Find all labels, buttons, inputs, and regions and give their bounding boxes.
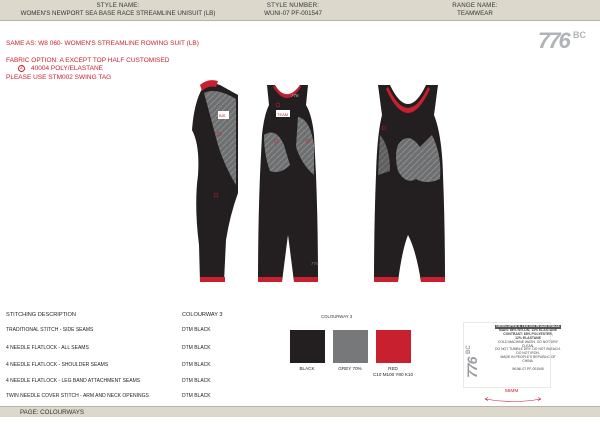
care-line: MADE IN PEOPLE'S REPUBLIC OF CHINA. <box>500 355 556 364</box>
care-line: DO NOT IRON. <box>516 351 540 356</box>
svg-text:776: 776 <box>291 93 299 98</box>
style-name-value: WOMEN'S NEWPORT SEA BASE RACE STREAMLINE UNISUIT (LB) <box>20 10 216 17</box>
fabric-spec: 40004 POLY/ELASTANE <box>31 65 104 73</box>
stitching-row-value: DTM BLACK <box>182 362 211 368</box>
stitching-row-value: DTM BLACK <box>182 327 211 333</box>
stitching-row-value: DTM BLACK <box>182 345 211 351</box>
side-view-garment <box>192 80 238 282</box>
stitching-row-value: DTM BLACK <box>182 393 211 399</box>
care-line: CONTRAST: 88% POLYESTER, <box>503 331 553 336</box>
brand-logo <box>538 27 586 53</box>
swatch-code-red: C10 M100 Y80 K10 <box>372 372 413 377</box>
same-as-note: SAME AS: W8 060- WOMEN'S STREAMLINE ROWING SUIT (LB) <box>6 40 199 47</box>
care-label-text <box>495 325 561 372</box>
colourway-label: COLOURWAY 3 <box>321 314 353 319</box>
svg-text:TEAM: TEAM <box>277 112 289 117</box>
range-name-label: RANGE NAME: <box>452 2 498 9</box>
notes-block <box>6 40 199 83</box>
care-line: MAIN: 86% NYLON, 14% ELASTANE <box>499 327 557 332</box>
swatch-label-red: RED <box>388 366 398 371</box>
swatch-label-black: BLACK <box>299 366 315 371</box>
dimension-label: 55MM <box>505 389 519 394</box>
stitching-row-desc: TRADITIONAL STITCH - SIDE SEAMS <box>6 327 94 333</box>
stitching-row-desc: TWIN NEEDLE COVER STITCH - ARM AND NECK OPENINGS <box>6 393 149 399</box>
fabric-option-note: FABRIC OPTION: A EXCEPT TOP HALF CUSTOMISED <box>6 56 170 64</box>
logo-mark: 776 <box>538 28 569 53</box>
style-number-label: STYLE NUMBER: <box>266 2 320 9</box>
range-name-value: TEAMWEAR <box>457 10 493 17</box>
stitching-row-desc: 4 NEEDLE FLATLOCK - SHOULDER SEAMS <box>6 362 109 368</box>
style-number-cell <box>236 0 350 21</box>
page-label: PAGE: COLOURWAYS <box>20 409 85 416</box>
swatch-black <box>290 330 325 363</box>
logo-bc: BC <box>573 30 586 40</box>
svg-text:776: 776 <box>464 357 480 378</box>
care-line: DEVELOPED & TESTED IN AUSTRALIA <box>496 324 560 328</box>
range-name-cell <box>350 0 600 21</box>
swatch-label-grey: GREY 70% <box>338 366 362 371</box>
care-line: 12% ELASTANE <box>515 335 541 340</box>
fabric-spec-line <box>6 65 199 74</box>
front-view-garment <box>258 85 319 282</box>
stitching-row-value: DTM BLACK <box>182 378 211 384</box>
back-view-garment <box>374 85 445 282</box>
care-line: WUNI-07 PF-001545 <box>512 367 544 372</box>
colourway-heading: COLOURWAY 3 <box>182 312 223 318</box>
care-line: COLD MACHINE WASH. DO NOT DRY CLEAN. <box>497 339 559 348</box>
swing-tag-note: PLEASE USE STM002 SWING TAG <box>6 74 112 81</box>
stitching-row-desc: 4 NEEDLE FLATLOCK - LEG BAND ATTACHMENT SEAMS <box>6 378 141 384</box>
care-line: DO NOT TUMBLE DRY. DO NOT BLEACH. <box>495 347 561 352</box>
svg-text:776: 776 <box>311 261 319 266</box>
style-name-label: STYLE NAME: <box>96 2 140 9</box>
fabric-number-badge: 2 <box>18 65 25 72</box>
header-bar <box>0 0 600 21</box>
style-name-cell <box>0 0 236 21</box>
footer-bar <box>0 406 600 417</box>
swatch-grey <box>333 330 368 363</box>
stitching-row-desc: 4 NEEDLE FLATLOCK - ALL SEAMS <box>6 345 89 351</box>
stitching-heading: STITCHING DESCRIPTION <box>6 312 76 318</box>
swatch-red <box>376 330 411 363</box>
garment-illustrations <box>180 75 470 290</box>
style-number-value: WUNI-07 PF-001547 <box>264 10 322 17</box>
svg-text:BIS: BIS <box>219 113 226 118</box>
svg-text:BC: BC <box>466 345 472 354</box>
